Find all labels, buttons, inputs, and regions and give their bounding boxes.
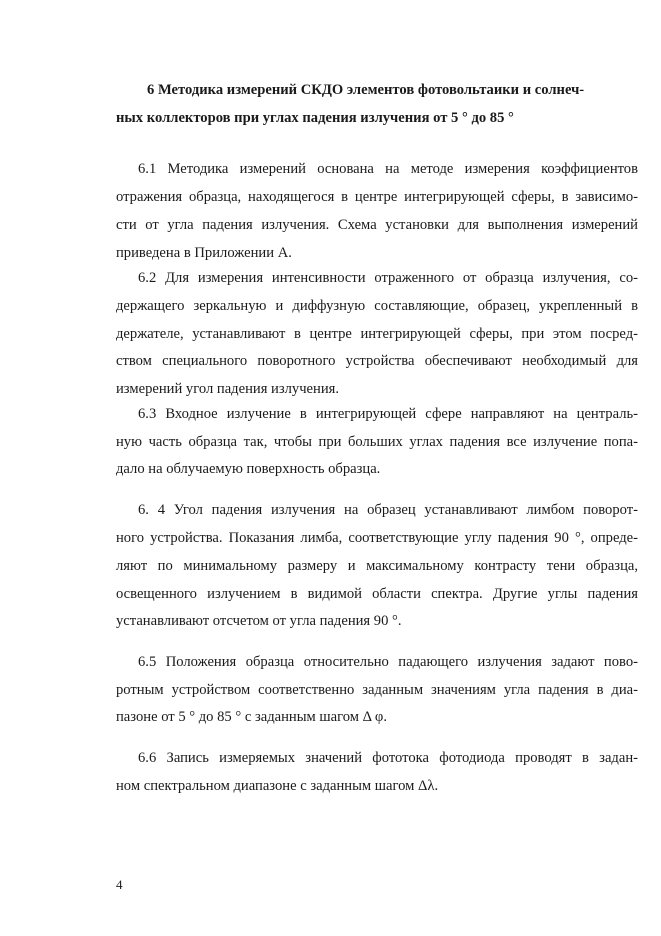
paragraph-line: 6.6 Запись измеряемых значений фототока фотодиода проводят в задан-: [138, 750, 638, 766]
paragraph-line: ного устройства. Показания лимба, соответствующие углу падения 90 °, опреде-: [116, 530, 638, 546]
paragraph-line: приведена в Приложении А.: [116, 245, 292, 261]
paragraph-line: отражения образца, находящегося в центре интегрирующей сферы, в зависимо-: [116, 189, 638, 205]
paragraph-line: 6.2 Для измерения интенсивности отраженного от образца излучения, со-: [138, 270, 638, 286]
paragraph-line: ном спектральном диапазоне с заданным шагом Δλ.: [116, 778, 439, 794]
paragraph-line: 6.5 Положения образца относительно падающего излучения задают пово-: [138, 654, 638, 670]
paragraph-line: ную часть образца так, чтобы при больших углах падения все излучение попа-: [116, 434, 638, 450]
paragraph-line: 6.3 Входное излучение в интегрирующей сфере направляют на централь-: [138, 406, 638, 422]
paragraph-line: ляют по минимальному размеру и максимальному контрасту тени образца,: [116, 558, 638, 574]
paragraph-line: ротным устройством соответственно заданным значениям угла падения в диа-: [116, 682, 638, 698]
paragraph-line: устанавливают отсчетом от угла падения 90 °.: [116, 613, 402, 629]
page-number: 4: [116, 877, 123, 892]
paragraph-line: освещенного излучением в видимой области спектра. Другие углы падения: [116, 586, 638, 602]
paragraph-line: 6.1 Методика измерений основана на методе измерения коэффициентов: [138, 161, 638, 177]
paragraph-line: дало на облучаемую поверхность образца.: [116, 461, 381, 477]
paragraph-line: держащего зеркальную и диффузную составляющие, образец, укрепленный в: [116, 298, 638, 314]
paragraph-line: сти от угла падения излучения. Схема установки для выполнения измерений: [116, 217, 638, 233]
paragraph-line: ством специального поворотного устройства обеспечивают необходимый для: [116, 353, 638, 369]
paragraph-line: 6. 4 Угол падения излучения на образец устанавливают лимбом поворот-: [138, 502, 638, 518]
section-heading-line-2: ных коллекторов при углах падения излучения от 5 ° до 85 °: [116, 110, 514, 126]
paragraph-line: измерений угол падения излучения.: [116, 381, 340, 397]
paragraph-line: пазоне от 5 ° до 85 ° с заданным шагом Δ φ.: [116, 709, 387, 725]
paragraph-line: держателе, устанавливают в центре интегрирующей сферы, при этом посред-: [116, 326, 638, 342]
section-heading-line-1: 6 Методика измерений СКДО элементов фотовольтаики и солнеч-: [147, 82, 585, 98]
